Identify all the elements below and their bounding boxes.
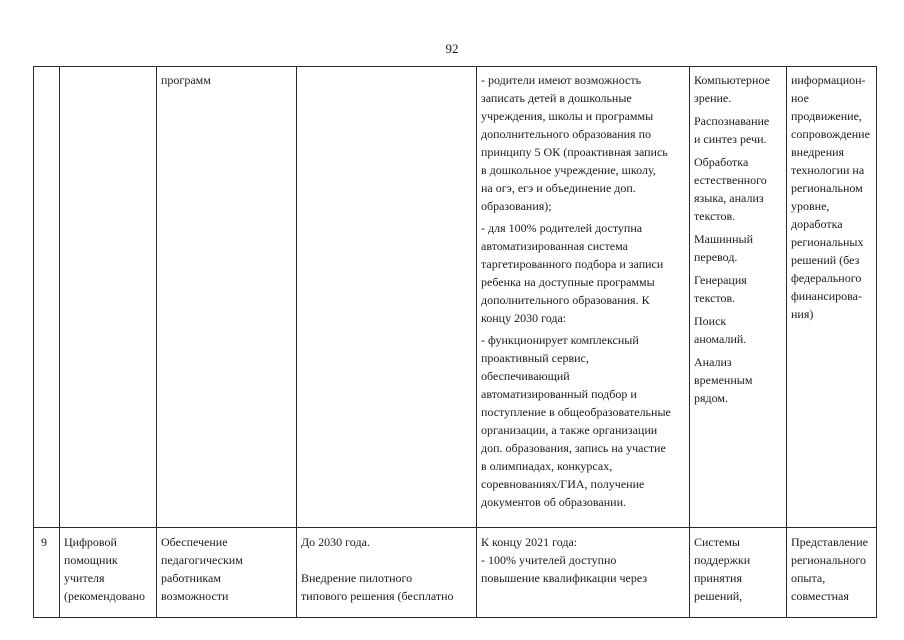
- cell-technologies: [690, 528, 787, 618]
- goal-line: Обеспечение: [161, 535, 228, 549]
- result-paragraph-line: - для 100% родителей доступна: [481, 221, 643, 235]
- result-paragraph: [481, 331, 685, 511]
- title-line: помощник: [64, 553, 118, 567]
- goal-line: возможности: [161, 589, 229, 603]
- technology-item-line: текстов.: [694, 209, 736, 223]
- result-paragraph-line: обеспечивающий: [481, 369, 570, 383]
- technology-item-line: Распознавание: [694, 114, 770, 128]
- result-paragraph-line: соревнованиях/ГИА, получение: [481, 477, 645, 491]
- technology-line: решений,: [694, 589, 743, 603]
- measures-line: решений (без: [791, 253, 860, 267]
- result-paragraph-line: в олимпиадах, конкурсах,: [481, 459, 613, 473]
- technology-item: [694, 312, 782, 348]
- technology-line: поддержки: [694, 553, 751, 567]
- result-paragraph-line: автоматизированная система: [481, 239, 628, 253]
- technology-item-line: Машинный: [694, 232, 753, 246]
- result-line: повышение квалификации через: [481, 571, 648, 585]
- cell-goal: [157, 67, 297, 528]
- measures-line: ния): [791, 307, 814, 321]
- measures-line: совместная: [791, 589, 849, 603]
- goal-line: педагогическим: [161, 553, 243, 567]
- timeline-line: типового решения (бесплатно: [301, 589, 454, 603]
- technology-item-line: Анализ: [694, 355, 732, 369]
- technology-item-line: Генерация: [694, 273, 747, 287]
- measures-line: опыта,: [791, 571, 826, 585]
- cell-goal-text: программ: [161, 73, 211, 87]
- result-paragraph-line: учреждения, школы и программы: [481, 109, 654, 123]
- technology-line: Системы: [694, 535, 740, 549]
- cell-technologies: [690, 67, 787, 528]
- result-paragraph-line: на огэ, егэ и объединение доп.: [481, 181, 636, 195]
- result-paragraph-line: проактивный сервис,: [481, 351, 589, 365]
- result-paragraph-line: концу 2030 года:: [481, 311, 567, 325]
- result-line: - 100% учителей доступно: [481, 553, 617, 567]
- timeline-line: [301, 551, 472, 569]
- result-paragraph-line: таргетированного подбора и записи: [481, 257, 664, 271]
- technology-item-line: языка, анализ: [694, 191, 764, 205]
- technology-item-line: рядом.: [694, 391, 728, 405]
- title-line: учителя: [64, 571, 105, 585]
- result-paragraph-line: принципу 5 ОК (проактивная запись: [481, 145, 668, 159]
- cell-results: [477, 67, 690, 528]
- measures-line: региональном: [791, 181, 863, 195]
- title-line: Цифровой: [64, 535, 117, 549]
- result-paragraph-line: дополнительного образования. К: [481, 293, 650, 307]
- technology-item-line: естественного: [694, 173, 767, 187]
- plan-table: [33, 66, 877, 618]
- result-paragraph-line: дополнительного образования по: [481, 127, 651, 141]
- technology-item: [694, 353, 782, 407]
- measures-line: ное: [791, 91, 809, 105]
- cell-results: [477, 528, 690, 618]
- cell-measures: [787, 67, 877, 528]
- goal-line: работникам: [161, 571, 221, 585]
- cell-measures: [787, 528, 877, 618]
- result-paragraph-line: доп. образования, запись на участие: [481, 441, 666, 455]
- technology-item-line: временным: [694, 373, 753, 387]
- cell-goal: [157, 528, 297, 618]
- title-line: (рекомендовано: [64, 589, 146, 603]
- measures-line: сопровождение: [791, 127, 870, 141]
- measures-line: доработка: [791, 217, 843, 231]
- cell-timeline-empty: [297, 67, 477, 528]
- measures-line: Представление: [791, 535, 868, 549]
- cell-title-empty: [60, 67, 157, 528]
- technology-item: [694, 153, 782, 225]
- result-paragraph-line: в дошкольное учреждение, школу,: [481, 163, 656, 177]
- result-paragraph-line: - функционирует комплексный: [481, 333, 639, 347]
- technology-item: [694, 230, 782, 266]
- result-paragraph-line: автоматизированный подбор и: [481, 387, 637, 401]
- technology-item-line: Поиск: [694, 314, 727, 328]
- row-number: 9: [41, 535, 47, 549]
- result-paragraph-line: образования);: [481, 199, 552, 213]
- cell-number: [34, 528, 60, 618]
- measures-line: технологии на: [791, 163, 865, 177]
- technology-item-line: аномалий.: [694, 332, 747, 346]
- measures-line: уровне,: [791, 199, 830, 213]
- technology-item: [694, 271, 782, 307]
- technology-item-line: и синтез речи.: [694, 132, 767, 146]
- technology-item-line: перевод.: [694, 250, 738, 264]
- timeline-line: До 2030 года.: [301, 535, 370, 549]
- result-paragraph-line: поступление в общеобразовательные: [481, 405, 671, 419]
- cell-timeline: [297, 528, 477, 618]
- result-paragraph: [481, 71, 685, 215]
- measures-line: финансирова-: [791, 289, 862, 303]
- measures-line: продвижение,: [791, 109, 862, 123]
- result-paragraph-line: ребенка на доступные программы: [481, 275, 655, 289]
- page-number: 92: [445, 41, 459, 56]
- technology-line: принятия: [694, 571, 742, 585]
- technology-item-line: текстов.: [694, 291, 736, 305]
- cell-number-empty: [34, 67, 60, 528]
- result-paragraph-line: документов об образовании.: [481, 495, 627, 509]
- result-paragraph: [481, 219, 685, 327]
- result-paragraph-line: организации, а также организации: [481, 423, 658, 437]
- technology-item-line: Компьютерное: [694, 73, 770, 87]
- cell-title: [60, 528, 157, 618]
- technology-item: [694, 112, 782, 148]
- timeline-line: Внедрение пилотного: [301, 571, 413, 585]
- measures-line: регионального: [791, 553, 867, 567]
- measures-line: региональных: [791, 235, 864, 249]
- measures-line: федерального: [791, 271, 862, 285]
- result-paragraph-line: - родители имеют возможность: [481, 73, 642, 87]
- technology-item-line: Обработка: [694, 155, 749, 169]
- measures-line: внедрения: [791, 145, 845, 159]
- table-row-9: [34, 528, 877, 618]
- table-row-continuation: [34, 67, 877, 528]
- result-paragraph-line: записать детей в дошкольные: [481, 91, 632, 105]
- measures-line: информацион-: [791, 73, 866, 87]
- result-line: К концу 2021 года:: [481, 535, 578, 549]
- technology-item: [694, 71, 782, 107]
- technology-item-line: зрение.: [694, 91, 732, 105]
